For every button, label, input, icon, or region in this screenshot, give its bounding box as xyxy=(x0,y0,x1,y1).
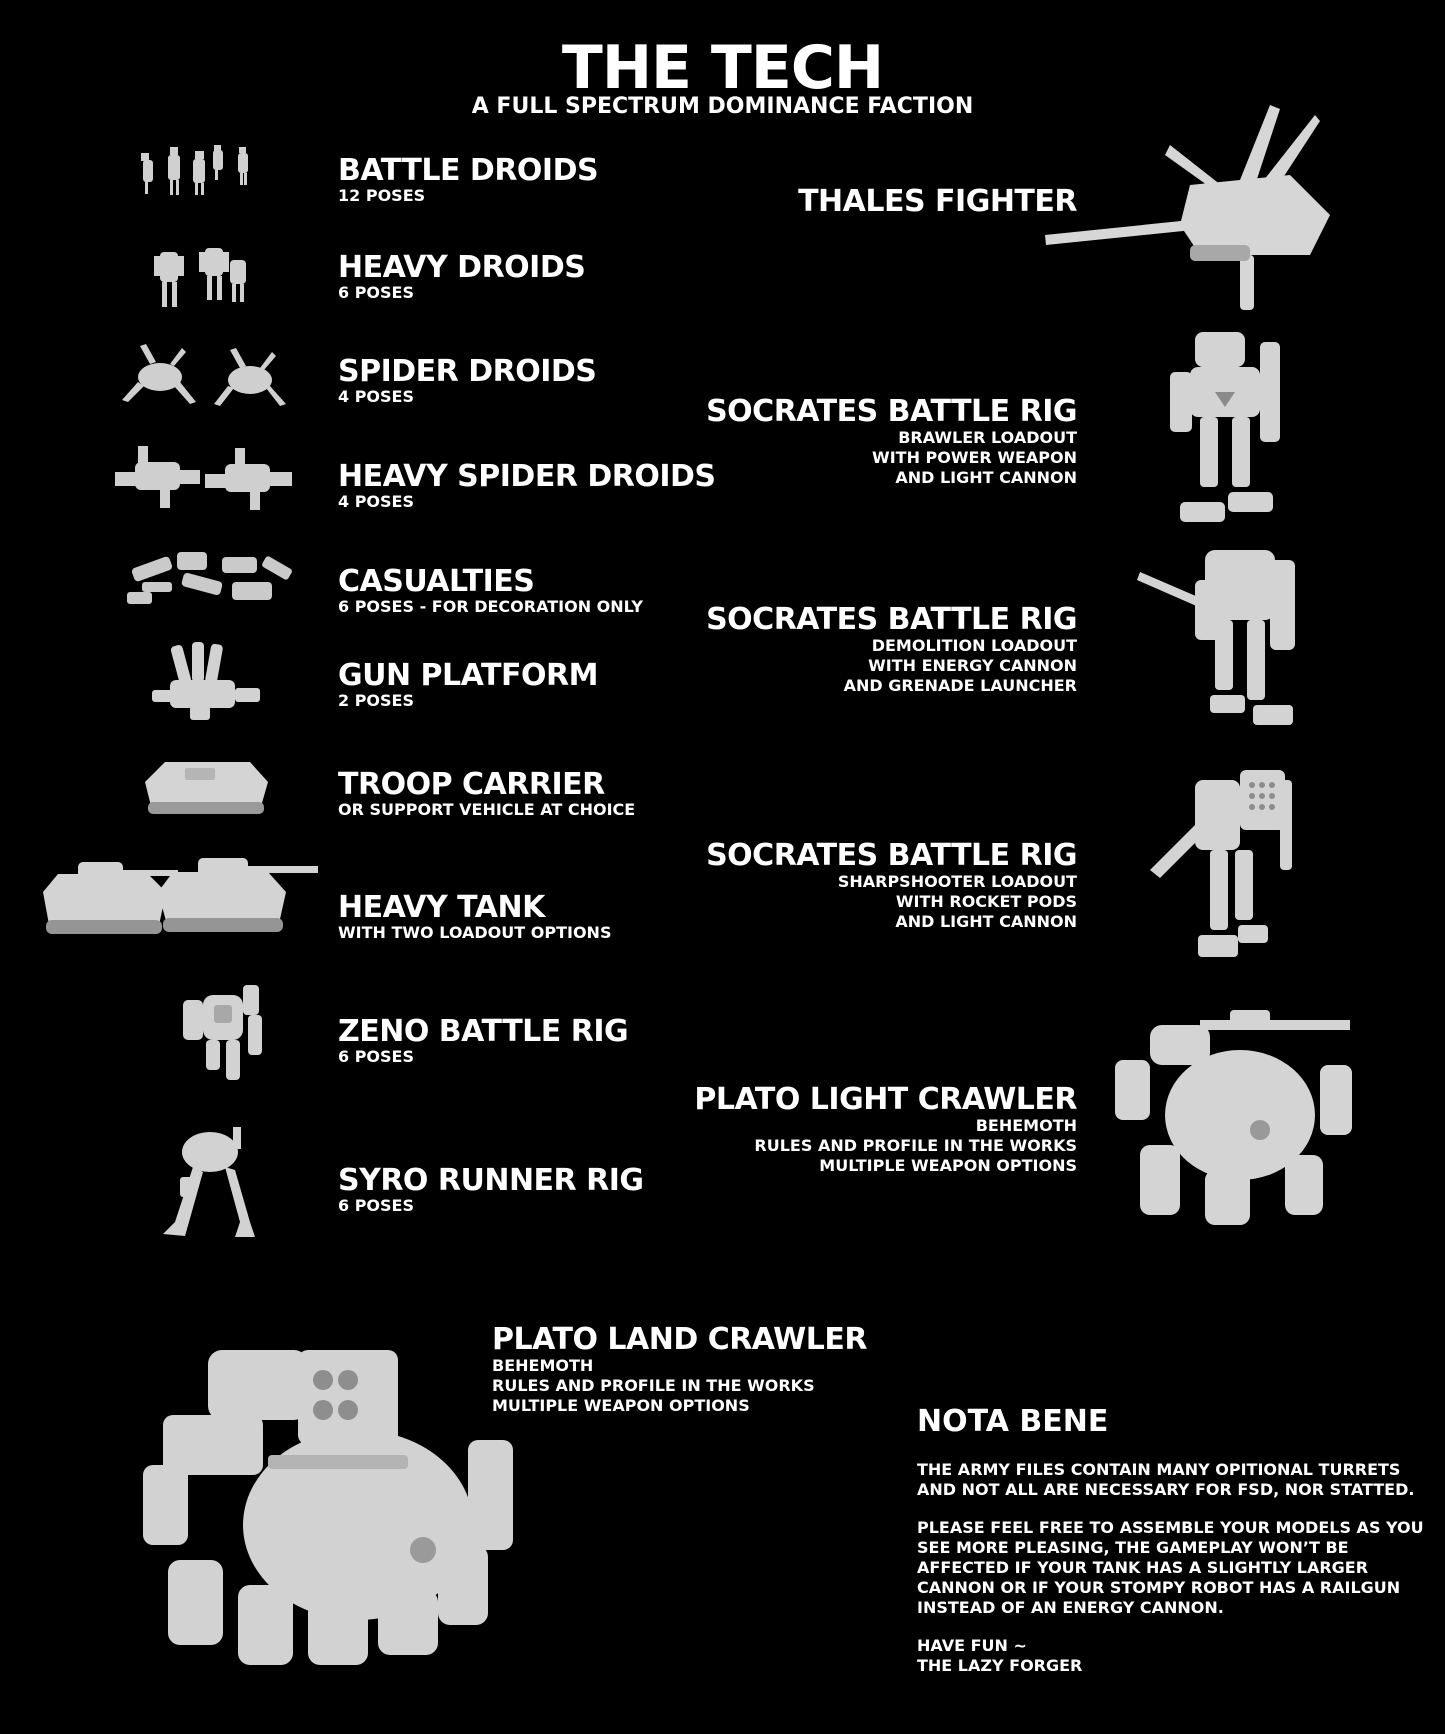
unit-name-socrates-demolition: SOCRATES BATTLE RIG xyxy=(706,602,1077,637)
unit-name-heavy-droids: HEAVY DROIDS xyxy=(338,250,586,285)
plato-land-crawler-image xyxy=(138,1345,523,1670)
nota-line: THE ARMY FILES CONTAIN MANY OPITIONAL TURRETS xyxy=(917,1460,1401,1479)
unit-detail-heavy-spider-droids: 4 POSES xyxy=(338,492,415,511)
unit-detail-casualties: 6 POSES - FOR DECORATION ONLY xyxy=(338,597,643,616)
unit-name-socrates-sharpshooter: SOCRATES BATTLE RIG xyxy=(706,838,1077,873)
unit-name-gun-platform: GUN PLATFORM xyxy=(338,658,598,693)
unit-name-heavy-spider-droids: HEAVY SPIDER DROIDS xyxy=(338,459,716,494)
unit-name-spider-droids: SPIDER DROIDS xyxy=(338,354,597,389)
unit-detail-socrates-brawler-3: AND LIGHT CANNON xyxy=(895,468,1077,487)
unit-name-plato-light-crawler: PLATO LIGHT CRAWLER xyxy=(694,1082,1077,1117)
socrates-brawler-image xyxy=(1160,322,1300,532)
unit-detail-heavy-droids: 6 POSES xyxy=(338,283,415,302)
syro-runner-rig-image xyxy=(155,1122,273,1247)
heavy-droids-image xyxy=(150,240,260,320)
spider-droids-image xyxy=(120,342,300,417)
unit-detail-plato-light-crawler-2: RULES AND PROFILE IN THE WORKS xyxy=(754,1136,1077,1155)
thales-fighter-image xyxy=(1040,105,1340,315)
unit-detail-zeno-battle-rig: 6 POSES xyxy=(338,1047,415,1066)
unit-name-socrates-brawler: SOCRATES BATTLE RIG xyxy=(706,394,1077,429)
nota-bene-paragraph-2 xyxy=(917,1518,1437,1618)
unit-detail-socrates-brawler-1: BRAWLER LOADOUT xyxy=(898,428,1077,447)
unit-detail-plato-light-crawler-1: BEHEMOTH xyxy=(975,1116,1077,1135)
unit-detail-battle-droids: 12 POSES xyxy=(338,186,426,205)
nota-bene-signoff xyxy=(917,1636,1437,1676)
unit-detail-socrates-sharpshooter-3: AND LIGHT CANNON xyxy=(895,912,1077,931)
unit-detail-socrates-demolition-3: AND GRENADE LAUNCHER xyxy=(843,676,1077,695)
unit-name-plato-land-crawler: PLATO LAND CRAWLER xyxy=(492,1322,867,1357)
socrates-demolition-image xyxy=(1135,540,1305,735)
page-subtitle: A FULL SPECTRUM DOMINANCE FACTION xyxy=(471,94,974,119)
nota-bene-section xyxy=(917,1406,1437,1694)
unit-name-zeno-battle-rig: ZENO BATTLE RIG xyxy=(338,1014,629,1049)
unit-detail-spider-droids: 4 POSES xyxy=(338,387,415,406)
nota-line: CANNON OR IF YOUR STOMPY ROBOT HAS A RAILGUN xyxy=(917,1578,1401,1597)
unit-name-troop-carrier: TROOP CARRIER xyxy=(338,767,605,802)
unit-detail-socrates-brawler-2: WITH POWER WEAPON xyxy=(872,448,1077,467)
zeno-battle-rig-image xyxy=(178,975,273,1090)
gun-platform-image xyxy=(150,640,265,725)
unit-name-thales-fighter: THALES FIGHTER xyxy=(798,184,1077,219)
unit-detail-plato-land-crawler-3: MULTIPLE WEAPON OPTIONS xyxy=(492,1396,750,1415)
unit-detail-plato-light-crawler-3: MULTIPLE WEAPON OPTIONS xyxy=(819,1156,1077,1175)
nota-bene-title: NOTA BENE xyxy=(917,1404,1109,1439)
nota-line: AND NOT ALL ARE NECESSARY FOR FSD, NOR STATTED. xyxy=(917,1480,1415,1499)
nota-line: PLEASE FEEL FREE TO ASSEMBLE YOUR MODELS AS YOU xyxy=(917,1518,1424,1537)
nota-line: SEE MORE PLEASING, THE GAMEPLAY WON’T BE xyxy=(917,1538,1349,1557)
casualties-image xyxy=(122,532,302,617)
plato-light-crawler-image xyxy=(1110,1005,1355,1230)
socrates-sharpshooter-image xyxy=(1140,760,1305,980)
unit-detail-gun-platform: 2 POSES xyxy=(338,691,415,710)
unit-name-syro-runner-rig: SYRO RUNNER RIG xyxy=(338,1163,644,1198)
unit-detail-socrates-demolition-1: DEMOLITION LOADOUT xyxy=(871,636,1077,655)
unit-name-casualties: CASUALTIES xyxy=(338,564,535,599)
unit-detail-plato-land-crawler-1: BEHEMOTH xyxy=(492,1356,594,1375)
battle-droids-image xyxy=(138,145,268,210)
unit-detail-troop-carrier: OR SUPPORT VEHICLE AT CHOICE xyxy=(338,800,636,819)
nota-line: HAVE FUN ~ xyxy=(917,1636,1027,1655)
heavy-tank-image xyxy=(38,852,320,942)
page-title: THE TECH xyxy=(561,33,884,103)
troop-carrier-image xyxy=(140,752,272,822)
unit-detail-heavy-tank: WITH TWO LOADOUT OPTIONS xyxy=(338,923,612,942)
unit-detail-plato-land-crawler-2: RULES AND PROFILE IN THE WORKS xyxy=(492,1376,815,1395)
nota-line: INSTEAD OF AN ENERGY CANNON. xyxy=(917,1598,1224,1617)
nota-bene-paragraph-1 xyxy=(917,1460,1437,1500)
unit-name-heavy-tank: HEAVY TANK xyxy=(338,890,545,925)
heavy-spider-droids-image xyxy=(110,442,300,517)
unit-detail-socrates-demolition-2: WITH ENERGY CANNON xyxy=(868,656,1077,675)
nota-line: THE LAZY FORGER xyxy=(917,1656,1083,1675)
unit-detail-syro-runner-rig: 6 POSES xyxy=(338,1196,415,1215)
nota-line: AFFECTED IF YOUR TANK HAS A SLIGHTLY LARGER xyxy=(917,1558,1369,1577)
unit-detail-socrates-sharpshooter-2: WITH ROCKET PODS xyxy=(895,892,1077,911)
unit-name-battle-droids: BATTLE DROIDS xyxy=(338,153,599,188)
unit-detail-socrates-sharpshooter-1: SHARPSHOOTER LOADOUT xyxy=(837,872,1077,891)
